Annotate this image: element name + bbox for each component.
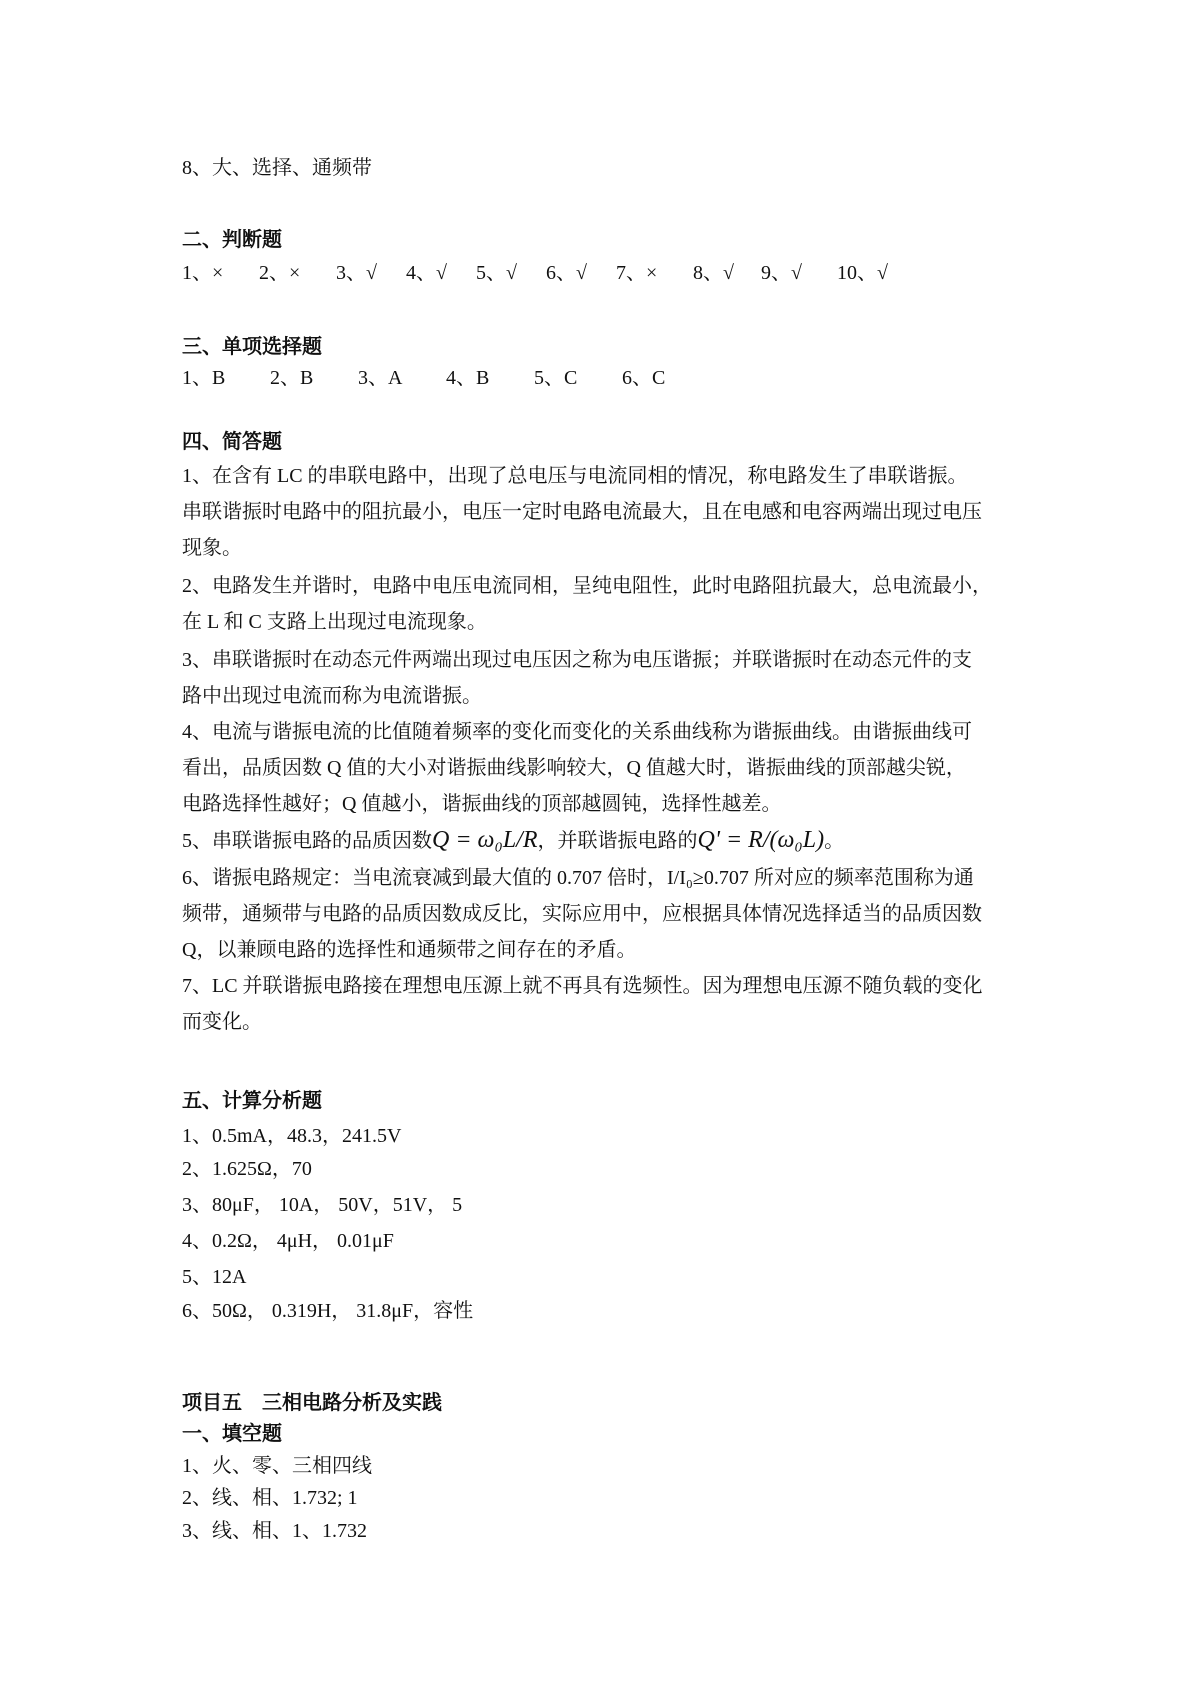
calc-answer-6: 6、50Ω， 0.319H， 31.8μF，容性 — [182, 1300, 474, 1322]
calc-answer-5: 5、12A — [182, 1266, 247, 1288]
paragraph-line: 看出，品质因数 Q 值的大小对谐振曲线影响较大，Q 值越大时，谐振曲线的顶部越尖锐， — [182, 757, 966, 779]
formula-middle: ，并联谐振电路的 — [537, 830, 698, 852]
judgment-answer: 4、√ — [406, 262, 447, 284]
section-heading-fill-blank: 一、填空题 — [182, 1423, 282, 1445]
calc-answer-3: 3、80μF， 10A， 50V，51V， 5 — [182, 1194, 463, 1216]
fill-answer-1: 1、火、零、三相四线 — [182, 1455, 372, 1477]
section-heading-short-answer: 四、简答题 — [182, 431, 282, 453]
paragraph-line: 3、串联谐振时在动态元件两端出现过电压因之称为电压谐振；并联谐振时在动态元件的支 — [182, 649, 972, 671]
paragraph-line: 串联谐振时电路中的阻抗最小，电压一定时电路电流最大，且在电感和电容两端出现过电压 — [182, 501, 982, 523]
paragraph-line: 6、谐振电路规定：当电流衰减到最大值的 0.707 倍时，I/I₀≥0.707 所对应的频率范围称为通 — [182, 867, 974, 889]
judgment-answer: 7、× — [616, 262, 658, 284]
calc-answer-4: 4、0.2Ω， 4μH， 0.01μF — [182, 1230, 394, 1252]
paragraph-line: 现象。 — [182, 537, 242, 559]
formula-prefix: 5、串联谐振电路的品质因数 — [182, 830, 432, 852]
short-answer-7 — [182, 968, 1022, 1040]
judgment-answer: 10、√ — [837, 262, 888, 284]
section-heading-judgment: 二、判断题 — [182, 229, 282, 251]
short-answer-1 — [182, 458, 1022, 566]
calc-answer-1: 1、0.5mA，48.3，241.5V — [182, 1125, 402, 1147]
quality-factor-series-formula: Q = ω₀L/R — [432, 827, 538, 853]
section-heading-calculation: 五、计算分析题 — [182, 1090, 322, 1112]
paragraph-line: 频带，通频带与电路的品质因数成反比，实际应用中，应根据具体情况选择适当的品质因数 — [182, 903, 982, 925]
paragraph-line: 而变化。 — [182, 1011, 262, 1033]
paragraph-line: 在 L 和 C 支路上出现过电流现象。 — [182, 611, 487, 633]
paragraph-line: 电路选择性越好；Q 值越小，谐振曲线的顶部越圆钝，选择性越差。 — [182, 793, 782, 815]
short-answer-6 — [182, 860, 1022, 968]
calc-answer-2: 2、1.625Ω，70 — [182, 1158, 312, 1180]
paragraph-line: 4、电流与谐振电流的比值随着频率的变化而变化的关系曲线称为谐振曲线。由谐振曲线可 — [182, 721, 972, 743]
paragraph-line: 路中出现过电流而称为电流谐振。 — [182, 685, 482, 707]
judgment-answer: 6、√ — [546, 262, 587, 284]
judgment-answer: 1、× — [182, 262, 224, 284]
fill-answer-8: 8、大、选择、通频带 — [182, 157, 372, 179]
choice-answer: 3、A — [358, 367, 403, 389]
paragraph-line: 1、在含有 LC 的串联电路中，出现了总电压与电流同相的情况，称电路发生了串联谐振。 — [182, 465, 968, 487]
paragraph-line: Q，以兼顾电路的选择性和通频带之间存在的矛盾。 — [182, 939, 637, 961]
section-heading-single-choice: 三、单项选择题 — [182, 336, 322, 358]
fill-answer-2: 2、线、相、1.732; 1 — [182, 1487, 358, 1509]
short-answer-2 — [182, 568, 1022, 640]
fill-answer-3: 3、线、相、1、1.732 — [182, 1520, 367, 1542]
choice-answer: 5、C — [534, 367, 578, 389]
short-answer-5 — [182, 822, 1022, 859]
judgment-answer: 5、√ — [476, 262, 517, 284]
project-title: 项目五 三相电路分析及实践 — [182, 1392, 442, 1414]
document-page — [182, 0, 1022, 1684]
judgment-answers-row — [182, 260, 888, 286]
short-answer-3 — [182, 642, 1022, 714]
choice-answer: 6、C — [622, 367, 666, 389]
single-choice-answers-row — [182, 365, 665, 391]
paragraph-line: 2、电路发生并谐时，电路中电压电流同相，呈纯电阻性，此时电路阻抗最大，总电流最小， — [182, 575, 992, 597]
judgment-answer: 9、√ — [761, 262, 802, 284]
judgment-answer: 2、× — [259, 262, 301, 284]
formula-suffix: 。 — [824, 830, 845, 852]
choice-answer: 4、B — [446, 367, 490, 389]
judgment-answer: 3、√ — [336, 262, 377, 284]
paragraph-line: 7、LC 并联谐振电路接在理想电压源上就不再具有选频性。因为理想电压源不随负载的变化 — [182, 975, 983, 997]
choice-answer: 1、B — [182, 367, 226, 389]
paragraph-line — [182, 822, 1022, 859]
short-answer-4 — [182, 714, 1022, 822]
judgment-answer: 8、√ — [693, 262, 734, 284]
choice-answer: 2、B — [270, 367, 314, 389]
quality-factor-parallel-formula: Q' = R/(ω₀L) — [697, 827, 825, 853]
